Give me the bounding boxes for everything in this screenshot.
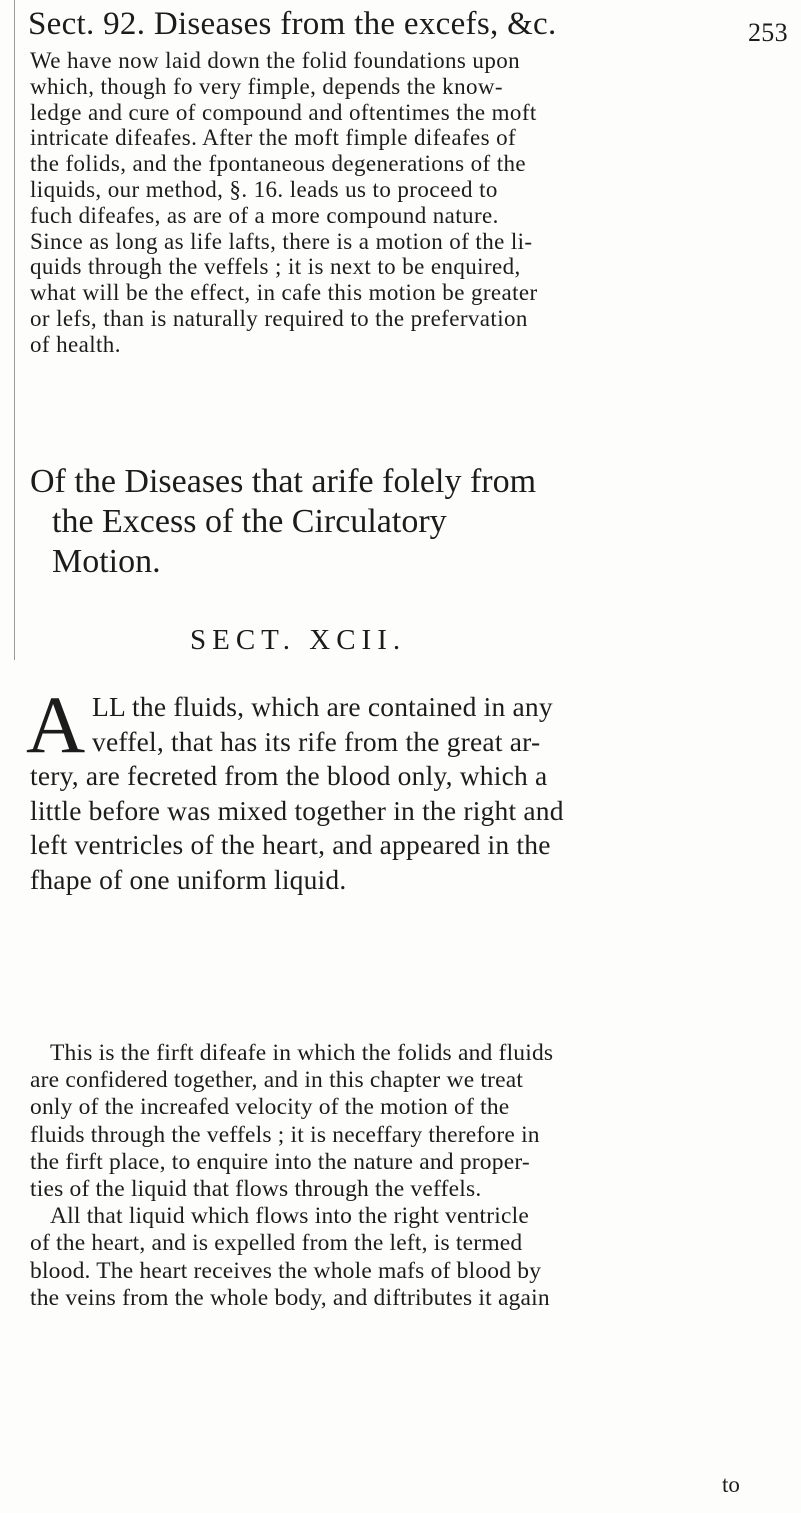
text-line: fhape of one uniform liquid. (30, 863, 347, 895)
text-line: the veins from the whole body, and diftributes it again (30, 1284, 550, 1311)
paragraph-2 (30, 690, 564, 897)
text-line: We have now laid down the folid foundations upon (30, 48, 521, 73)
running-head (28, 6, 788, 47)
text-line: of health. (30, 331, 121, 357)
text-line: Since as long as life lafts, there is a motion of the li- (30, 228, 533, 254)
text-line: LL the fluids, which are contained in any (92, 691, 553, 722)
paragraph-3 (30, 1040, 553, 1312)
drop-cap: A (26, 679, 86, 770)
text-line: fluids through the veffels ; it is neceffary therefore in (30, 1121, 540, 1148)
text-line: are confidered together, and in this chapter we treat (30, 1067, 524, 1094)
heading-line: Of the Diseases that arife folely from (30, 463, 537, 500)
text-line: of the heart, and is expelled from the left, is termed (30, 1230, 523, 1257)
chapter-heading (30, 462, 536, 582)
text-line: only of the increafed velocity of the motion of the (30, 1094, 510, 1121)
paragraph-1 (30, 48, 538, 358)
text-line: ties of the liquid that flows through the veffels. (30, 1176, 482, 1203)
text-line: This is the firft difeafe in which the folids and fluids (50, 1040, 554, 1066)
text-line: little before was mixed together in the right and (30, 794, 564, 826)
text-line: fuch difeafes, as are of a more compound nature. (30, 202, 499, 228)
text-line: or lefs, than is naturally required to the prefervation (30, 305, 528, 331)
page-number: 253 (748, 18, 788, 47)
text-line: the folids, and the fpontaneous degenerations of the (30, 151, 526, 177)
text-line: quids through the veffels ; it is next to be enquired, (30, 254, 521, 280)
text-line: which, though fo very fimple, depends the know- (30, 73, 503, 99)
text-line: All that liquid which flows into the right ventricle (50, 1203, 530, 1230)
text-line: tery, are fecreted from the blood only, which a (30, 760, 548, 791)
text-line: left ventricles of the heart, and appeared in the (30, 829, 551, 860)
text-line: blood. The heart receives the whole mafs of blood by (30, 1257, 542, 1284)
running-head-title: Sect. 92. Diseases from the excefs, &c. (28, 6, 557, 42)
text-line: liquids, our method, §. 16. leads us to proceed to (30, 176, 498, 202)
text-line: ledge and cure of compound and oftentimes the moft (30, 99, 537, 125)
section-title: SECT. XCII. (190, 624, 407, 656)
page-edge-line (14, 0, 15, 660)
catchword: to (722, 1472, 740, 1497)
text-line: intricate difeafes. After the moft fimple difeafes of (30, 125, 517, 151)
heading-line: Motion. (52, 543, 161, 580)
heading-line: the Excess of the Circulatory (52, 503, 447, 540)
text-line: the firft place, to enquire into the nature and proper- (30, 1148, 530, 1175)
text-line: what will be the effect, in cafe this motion be greater (30, 280, 538, 306)
text-line: veffel, that has its rife from the great ar- (92, 725, 541, 757)
